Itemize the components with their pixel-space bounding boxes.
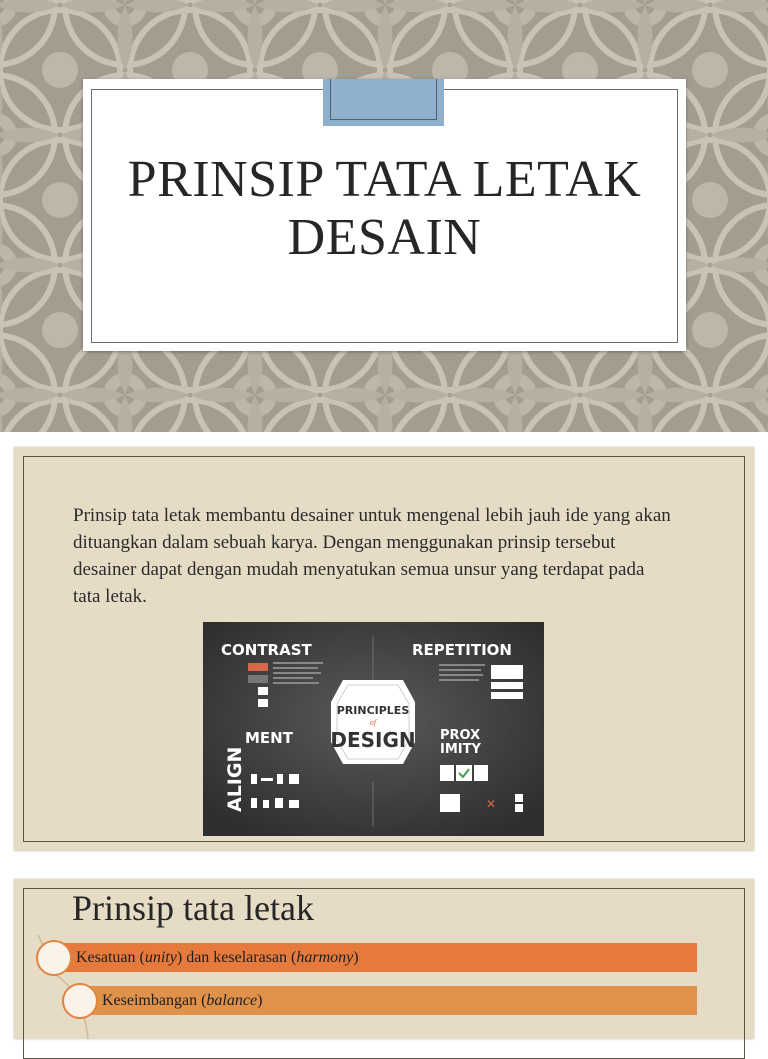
alignment-vertical-heading: ALIGN <box>224 746 246 812</box>
center-badge <box>330 680 415 764</box>
list-item-text: Keseimbangan ( <box>102 992 207 1009</box>
title-slide <box>0 0 768 432</box>
slide-paragraph: Prinsip tata letak membantu desainer untuk mengenal lebih jauh ide yang akan dituangkan dalam sebuah karya. Dengan menggunakan prinsip tersebut desainer dapat dengan mudah menyatukan semua unsur yang terdapat pada tata letak. <box>73 505 671 607</box>
proximity-heading-line2: IMITY <box>440 742 481 757</box>
repetition-heading: REPETITION <box>412 641 512 659</box>
list-item-emphasis: balance <box>206 992 258 1009</box>
list-slide-title: Prinsip tata letak <box>72 888 314 928</box>
list-bullet-circle <box>62 983 98 1019</box>
list-item-unity <box>62 943 697 972</box>
list-item-emphasis: unity <box>144 949 177 966</box>
badge-of: of <box>369 719 377 727</box>
list-item-balance <box>86 986 697 1015</box>
contrast-heading: CONTRAST <box>221 641 312 659</box>
list-item-emphasis: harmony <box>296 949 354 966</box>
list-slide <box>14 879 754 1039</box>
badge-principles: PRINCIPLES <box>336 704 410 717</box>
svg-text:✕: ✕ <box>486 797 497 811</box>
badge-design: DESIGN <box>330 728 416 752</box>
title-tab-border <box>330 79 437 120</box>
title-card <box>83 79 686 351</box>
list-item-text: Kesatuan ( <box>76 949 145 966</box>
slide-title: PRINSIP TATA LETAK DESAIN <box>127 151 642 266</box>
alignment-horizontal-heading: MENT <box>245 729 293 747</box>
content-slide <box>14 447 754 851</box>
list-item-text: ) <box>353 949 359 966</box>
principles-of-design-infographic <box>203 622 544 836</box>
proximity-heading-line1: PROX <box>440 728 481 743</box>
title-tab-accent <box>323 79 444 126</box>
list-bullet-circle <box>36 940 72 976</box>
list-item-text: ) <box>257 992 263 1009</box>
list-item-text: ) dan keselarasan ( <box>176 949 297 966</box>
